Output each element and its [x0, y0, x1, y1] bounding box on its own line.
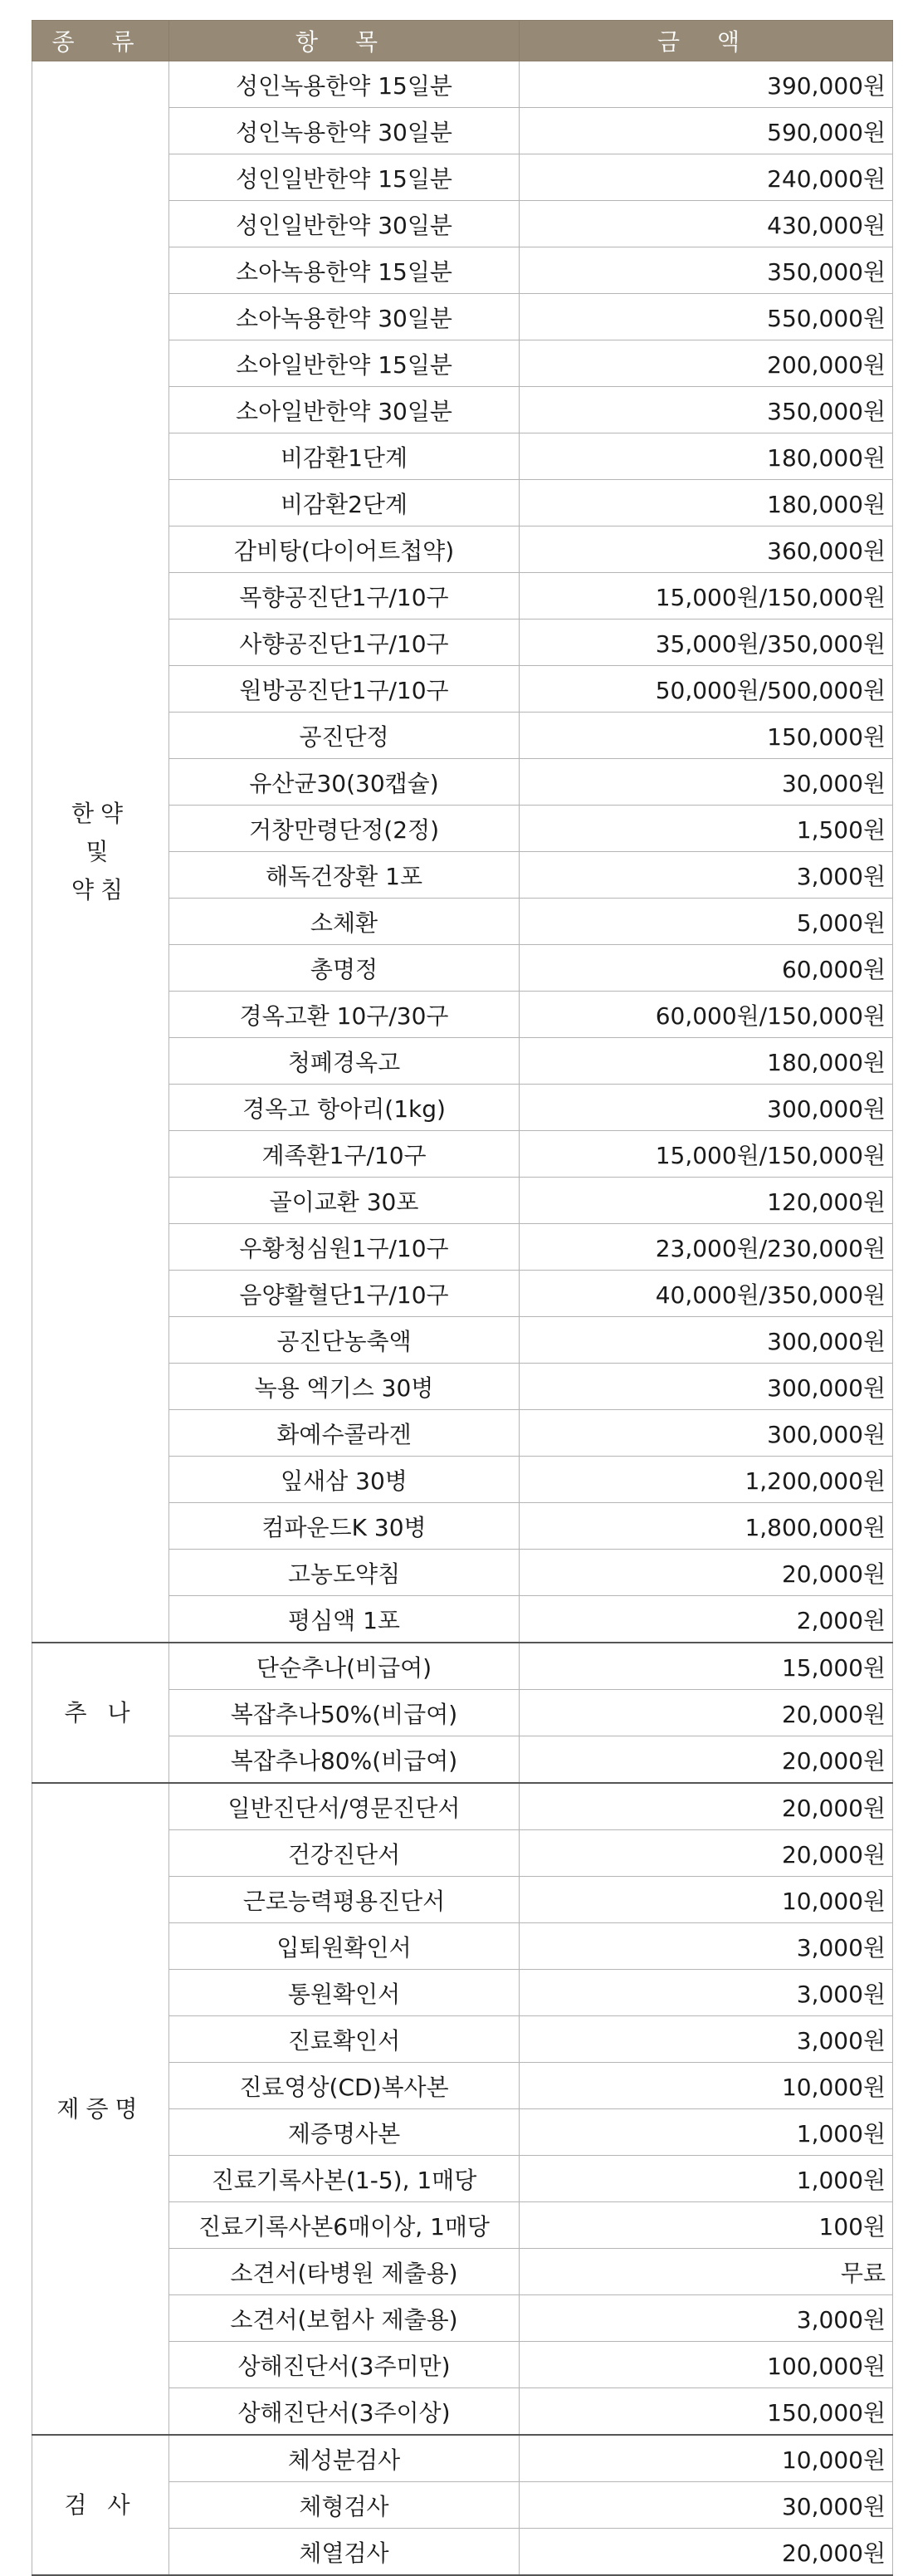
- item-cell: 평심액 1포: [169, 1596, 520, 1643]
- item-cell: 건강진단서: [169, 1830, 520, 1877]
- price-cell: 10,000원: [520, 1877, 893, 1923]
- price-cell: 180,000원: [520, 433, 893, 480]
- price-cell: 3,000원: [520, 2295, 893, 2342]
- item-cell: 복잡추나50%(비급여): [169, 1690, 520, 1736]
- price-cell: 40,000원/350,000원: [520, 1271, 893, 1317]
- price-cell: 1,200,000원: [520, 1457, 893, 1503]
- price-cell: 3,000원: [520, 852, 893, 899]
- table-row: [32, 1783, 893, 1830]
- price-cell: 60,000원: [520, 945, 893, 992]
- item-cell: 일반진단서/영문진단서: [169, 1783, 520, 1830]
- item-cell: 진료기록사본(1-5), 1매당: [169, 2156, 520, 2202]
- price-cell: 430,000원: [520, 201, 893, 247]
- price-cell: 300,000원: [520, 1317, 893, 1364]
- price-cell: 350,000원: [520, 387, 893, 433]
- table-row: [32, 61, 893, 108]
- price-cell: 20,000원: [520, 2529, 893, 2576]
- price-cell: 10,000원: [520, 2063, 893, 2109]
- item-cell: 원방공진단1구/10구: [169, 666, 520, 713]
- item-cell: 입퇴원확인서: [169, 1923, 520, 1970]
- item-cell: 감비탕(다이어트첩약): [169, 526, 520, 573]
- item-cell: 사향공진단1구/10구: [169, 620, 520, 666]
- item-cell: 청폐경옥고: [169, 1038, 520, 1085]
- price-table-container: [32, 20, 892, 2576]
- price-cell: 150,000원: [520, 713, 893, 759]
- price-cell: 3,000원: [520, 1970, 893, 2016]
- item-cell: 성인녹용한약 15일분: [169, 61, 520, 108]
- item-cell: 계족환1구/10구: [169, 1131, 520, 1178]
- item-cell: 통원확인서: [169, 1970, 520, 2016]
- item-cell: 소아일반한약 30일분: [169, 387, 520, 433]
- item-cell: 제증명사본: [169, 2109, 520, 2156]
- price-cell: 550,000원: [520, 294, 893, 340]
- price-cell: 3,000원: [520, 2016, 893, 2063]
- item-cell: 체성분검사: [169, 2435, 520, 2482]
- price-cell: 300,000원: [520, 1364, 893, 1410]
- item-cell: 비감환2단계: [169, 480, 520, 526]
- header-item: 항 목: [169, 21, 520, 61]
- price-cell: 15,000원/150,000원: [520, 573, 893, 620]
- price-cell: 20,000원: [520, 1783, 893, 1830]
- price-cell: 무료: [520, 2249, 893, 2295]
- price-cell: 300,000원: [520, 1410, 893, 1457]
- item-cell: 소견서(보험사 제출용): [169, 2295, 520, 2342]
- price-cell: 240,000원: [520, 154, 893, 201]
- price-cell: 1,800,000원: [520, 1503, 893, 1550]
- item-cell: 거창만령단정(2정): [169, 806, 520, 852]
- item-cell: 성인녹용한약 30일분: [169, 108, 520, 154]
- item-cell: 고농도약침: [169, 1550, 520, 1596]
- item-cell: 잎새삼 30병: [169, 1457, 520, 1503]
- price-cell: 5,000원: [520, 899, 893, 945]
- price-cell: 23,000원/230,000원: [520, 1224, 893, 1271]
- price-cell: 15,000원: [520, 1643, 893, 1690]
- category-cell: 검 사: [32, 2435, 169, 2575]
- price-cell: 30,000원: [520, 759, 893, 806]
- price-cell: 20,000원: [520, 1550, 893, 1596]
- item-cell: 공진단정: [169, 713, 520, 759]
- price-cell: 20,000원: [520, 1690, 893, 1736]
- category-cell: 제증명: [32, 1783, 169, 2435]
- price-cell: 390,000원: [520, 61, 893, 108]
- header-category: 종 류: [32, 21, 169, 61]
- item-cell: 해독건장환 1포: [169, 852, 520, 899]
- price-cell: 1,000원: [520, 2109, 893, 2156]
- price-cell: 35,000원/350,000원: [520, 620, 893, 666]
- price-cell: 100원: [520, 2202, 893, 2249]
- item-cell: 경옥고환 10구/30구: [169, 992, 520, 1038]
- price-cell: 15,000원/150,000원: [520, 1131, 893, 1178]
- item-cell: 컴파운드K 30병: [169, 1503, 520, 1550]
- item-cell: 음양활혈단1구/10구: [169, 1271, 520, 1317]
- item-cell: 소아녹용한약 30일분: [169, 294, 520, 340]
- item-cell: 근로능력평용진단서: [169, 1877, 520, 1923]
- item-cell: 복잡추나80%(비급여): [169, 1736, 520, 1784]
- header-row: [32, 21, 893, 61]
- item-cell: 성인일반한약 30일분: [169, 201, 520, 247]
- item-cell: 경옥고 항아리(1kg): [169, 1085, 520, 1131]
- item-cell: 진료확인서: [169, 2016, 520, 2063]
- price-cell: 350,000원: [520, 247, 893, 294]
- price-cell: 2,000원: [520, 1596, 893, 1643]
- price-cell: 20,000원: [520, 1736, 893, 1784]
- item-cell: 화예수콜라겐: [169, 1410, 520, 1457]
- item-cell: 상해진단서(3주이상): [169, 2388, 520, 2436]
- item-cell: 녹용 엑기스 30병: [169, 1364, 520, 1410]
- item-cell: 진료영상(CD)복사본: [169, 2063, 520, 2109]
- item-cell: 진료기록사본6매이상, 1매당: [169, 2202, 520, 2249]
- item-cell: 체형검사: [169, 2482, 520, 2529]
- category-cell: 한약 및 약침: [32, 61, 169, 1643]
- price-cell: 100,000원: [520, 2342, 893, 2388]
- price-cell: 1,500원: [520, 806, 893, 852]
- table-row: [32, 2435, 893, 2482]
- price-cell: 590,000원: [520, 108, 893, 154]
- item-cell: 단순추나(비급여): [169, 1643, 520, 1690]
- header-amount: 금 액: [520, 21, 893, 61]
- item-cell: 공진단농축액: [169, 1317, 520, 1364]
- price-cell: 360,000원: [520, 526, 893, 573]
- price-cell: 300,000원: [520, 1085, 893, 1131]
- table-row: [32, 1643, 893, 1690]
- price-table: [32, 20, 893, 2576]
- item-cell: 비감환1단계: [169, 433, 520, 480]
- item-cell: 상해진단서(3주미만): [169, 2342, 520, 2388]
- item-cell: 목향공진단1구/10구: [169, 573, 520, 620]
- item-cell: 소아일반한약 15일분: [169, 340, 520, 387]
- item-cell: 골이교환 30포: [169, 1178, 520, 1224]
- item-cell: 우황청심원1구/10구: [169, 1224, 520, 1271]
- item-cell: 총명정: [169, 945, 520, 992]
- price-cell: 1,000원: [520, 2156, 893, 2202]
- price-cell: 180,000원: [520, 1038, 893, 1085]
- price-cell: 150,000원: [520, 2388, 893, 2436]
- item-cell: 성인일반한약 15일분: [169, 154, 520, 201]
- price-cell: 120,000원: [520, 1178, 893, 1224]
- price-cell: 3,000원: [520, 1923, 893, 1970]
- item-cell: 체열검사: [169, 2529, 520, 2576]
- category-cell: 추 나: [32, 1643, 169, 1783]
- price-cell: 60,000원/150,000원: [520, 992, 893, 1038]
- price-cell: 200,000원: [520, 340, 893, 387]
- price-cell: 10,000원: [520, 2435, 893, 2482]
- price-cell: 180,000원: [520, 480, 893, 526]
- price-cell: 30,000원: [520, 2482, 893, 2529]
- item-cell: 소견서(타병원 제출용): [169, 2249, 520, 2295]
- price-cell: 20,000원: [520, 1830, 893, 1877]
- item-cell: 소아녹용한약 15일분: [169, 247, 520, 294]
- item-cell: 유산균30(30캡슐): [169, 759, 520, 806]
- price-cell: 50,000원/500,000원: [520, 666, 893, 713]
- item-cell: 소체환: [169, 899, 520, 945]
- price-table-body: [32, 61, 893, 2576]
